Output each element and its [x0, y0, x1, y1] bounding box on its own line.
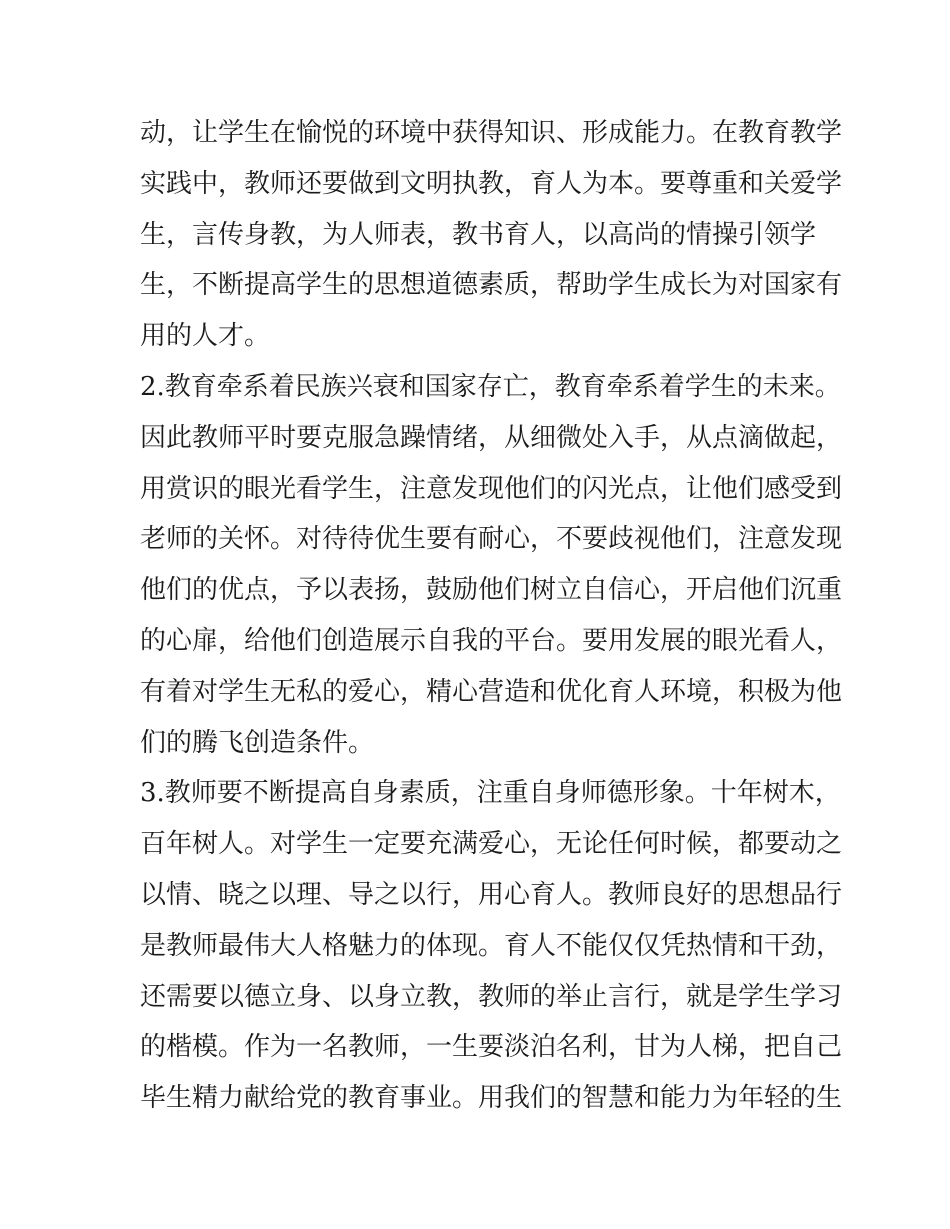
body-text — [140, 108, 843, 1124]
text-line: 生，不断提高学生的思想道德素质，帮助学生成长为对国家有 — [140, 270, 843, 301]
text-line: 老师的关怀。对待待优生要有耐心，不要歧视他们，注意发现 — [140, 524, 843, 555]
text-line: 他们的优点，予以表扬，鼓励他们树立自信心，开启他们沉重 — [140, 575, 843, 606]
text-line: 的楷模。作为一名教师，一生要淡泊名利，甘为人梯，把自己 — [140, 1032, 843, 1063]
text-line: 生，言传身教，为人师表，教书育人，以高尚的情操引领学 — [140, 219, 817, 250]
text-line: 2.教育牵系着民族兴衰和国家存亡，教育牵系着学生的未来。 — [140, 371, 841, 402]
text-line: 的心扉，给他们创造展示自我的平台。要用发展的眼光看人， — [140, 625, 843, 656]
text-line: 以情、晓之以理、导之以行，用心育人。教师良好的思想品行 — [140, 879, 843, 910]
text-line: 3.教师要不断提高自身素质，注重自身师德形象。十年树木， — [140, 778, 841, 809]
text-line: 有着对学生无私的爱心，精心营造和优化育人环境，积极为他 — [140, 676, 843, 707]
text-line: 用的人才。 — [140, 321, 271, 352]
text-line: 还需要以德立身、以身立教，教师的举止言行，就是学生学习 — [140, 981, 843, 1012]
text-line: 动，让学生在愉悦的环境中获得知识、形成能力。在教育教学 — [140, 118, 843, 148]
text-line: 实践中，教师还要做到文明执教，育人为本。要尊重和关爱学 — [140, 168, 843, 199]
text-line: 毕生精力献给党的教育事业。用我们的智慧和能力为年轻的生 — [140, 1083, 843, 1114]
text-line: 们的腾飞创造条件。 — [140, 727, 375, 758]
text-line: 是教师最伟大人格魅力的体现。育人不能仅仅凭热情和干劲， — [140, 930, 843, 961]
text-line: 百年树人。对学生一定要充满爱心，无论任何时候，都要动之 — [140, 829, 843, 860]
text-line: 用赏识的眼光看学生，注意发现他们的闪光点，让他们感受到 — [140, 473, 843, 504]
text-line: 因此教师平时要克服急躁情绪，从细微处入手，从点滴做起， — [140, 422, 843, 453]
